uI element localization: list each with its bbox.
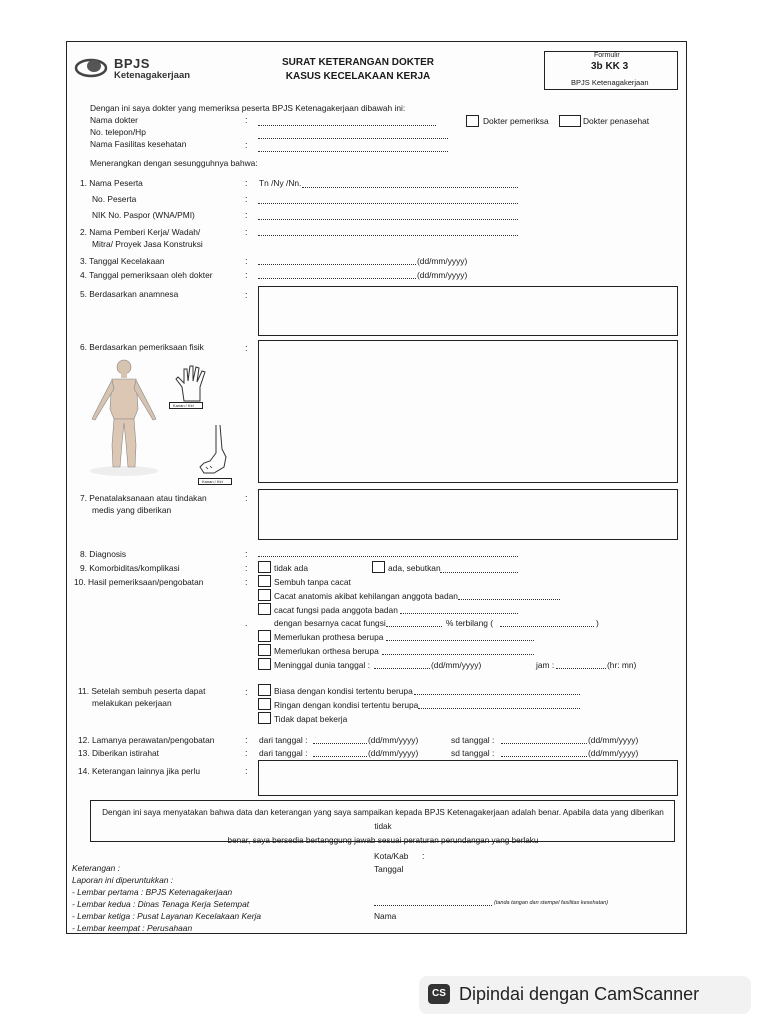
result-recovered-checkbox[interactable] [258, 575, 271, 587]
signature-note: (tanda tangan dan stempel fasilitas kesehatan) [494, 900, 609, 906]
treatment-from-format: (dd/mm/yyyy) [368, 735, 419, 745]
work-unable-label: Tidak dapat bekerja [274, 714, 348, 724]
work-light-label: Ringan dengan kondisi tertentu berupa [274, 700, 419, 710]
examiner-label: Dokter pemeriksa [483, 116, 549, 126]
form-label: Formulir [594, 52, 620, 59]
result-function-checkbox[interactable] [258, 603, 271, 615]
rest-from-format: (dd/mm/yyyy) [368, 748, 419, 758]
declaration-line-1: Dengan ini saya menyatakan bahwa data dan keterangan yang saya sampaikan kepada BPJS Ketenagakerjaan adalah benar. Apabila data yang diberikan tidak [102, 808, 664, 831]
logo-sub-text: Ketenagakerjaan [114, 70, 191, 81]
date-label: Tanggal [374, 864, 404, 874]
result-orthosis-field[interactable] [382, 654, 534, 655]
exam-date-format: (dd/mm/yyyy) [417, 270, 468, 280]
doctor-name-field[interactable] [258, 125, 436, 126]
signature-line[interactable] [374, 905, 492, 906]
city-label: Kota/Kab [374, 851, 409, 861]
comorbidity-none-label: tidak ada [274, 563, 308, 573]
comorbidity-yes-checkbox[interactable] [372, 561, 385, 573]
anamnesis-box[interactable] [258, 286, 678, 336]
work-normal-checkbox[interactable] [258, 684, 271, 696]
treatment-from-label: dari tanggal : [259, 735, 308, 745]
work-ability-label-2: melakukan pekerjaan [92, 698, 172, 708]
result-recovered-label: Sembuh tanpa cacat [274, 577, 351, 587]
phone-label: No. telepon/Hp [90, 127, 146, 137]
accident-date-label: 3. Tanggal Kecelakaan [80, 256, 165, 266]
participant-number-field[interactable] [258, 203, 518, 204]
nik-label: NIK No. Paspor (WNA/PMI) [92, 210, 195, 220]
function-words-close: ) [596, 618, 599, 628]
treatment-from-field[interactable] [313, 743, 367, 744]
bpjs-logo-icon [74, 57, 108, 79]
notes-copy-1: - Lembar pertama : BPJS Ketenagakerjaan [72, 887, 233, 897]
exam-date-field[interactable] [258, 278, 416, 279]
rest-until-format: (dd/mm/yyyy) [588, 748, 639, 758]
page-title: SURAT KETERANGAN DOKTER [281, 57, 435, 68]
employer-label-2: Mitra/ Proyek Jasa Konstruksi [92, 239, 203, 249]
declaration-text [96, 806, 670, 848]
deceased-date-field[interactable] [374, 668, 430, 669]
participant-title-prefix: Tn /Ny /Nn. [259, 178, 302, 188]
diagnosis-label: 8. Diagnosis [80, 549, 127, 559]
camscanner-text: Dipindai dengan CamScanner [459, 984, 700, 1004]
nik-field[interactable] [258, 219, 518, 220]
participant-name-label: 1. Nama Peserta [80, 178, 143, 188]
camscanner-logo-icon: CS [428, 984, 450, 1004]
treatment-duration-label: 12. Lamanya perawatan/pengobatan [78, 735, 215, 745]
hand-diagram-icon [170, 363, 218, 403]
result-function-label: cacat fungsi pada anggota badan [274, 605, 398, 615]
accident-date-format: (dd/mm/yyyy) [417, 256, 468, 266]
rest-until-field[interactable] [501, 756, 587, 757]
result-deceased-checkbox[interactable] [258, 658, 271, 670]
result-deceased-label: Meninggal dunia tanggal : [274, 660, 370, 670]
function-words-label: % terbilang ( [446, 618, 494, 628]
page-subtitle: KASUS KECELAKAAN KERJA [285, 71, 431, 82]
rest-label: 13. Diberikan istirahat [78, 748, 159, 758]
result-anatomic-field[interactable] [458, 599, 560, 600]
declares-text: Menerangkan dengan sesungguhnya bahwa: [90, 158, 258, 168]
advisor-checkbox[interactable] [559, 115, 581, 127]
other-notes-box[interactable] [258, 760, 678, 796]
work-normal-label: Biasa dengan kondisi tertentu berupa [274, 686, 413, 696]
deceased-time-label: jam : [536, 660, 555, 670]
participant-name-field[interactable] [302, 187, 518, 188]
result-function-field[interactable] [400, 613, 518, 614]
deceased-date-format: (dd/mm/yyyy) [431, 660, 482, 670]
deceased-time-format: (hr: mn) [607, 660, 637, 670]
deceased-time-field[interactable] [556, 668, 606, 669]
notes-copy-3: - Lembar ketiga : Pusat Layanan Kecelakaan Kerja [72, 911, 262, 921]
foot-side-label: Kanan / Kiri [202, 479, 223, 484]
function-percent-field[interactable] [386, 626, 442, 627]
rest-from-field[interactable] [313, 756, 367, 757]
result-prosthesis-field[interactable] [386, 640, 534, 641]
facility-field[interactable] [258, 151, 448, 152]
rest-from-label: dari tanggal : [259, 748, 308, 758]
comorbidity-label: 9. Komorbiditas/komplikasi [80, 563, 180, 573]
result-orthosis-checkbox[interactable] [258, 644, 271, 656]
exam-date-label: 4. Tanggal pemeriksaan oleh dokter [80, 270, 213, 280]
function-percent-label: dengan besarnya cacat fungsi [274, 618, 386, 628]
notes-copy-2: - Lembar kedua : Dinas Tenaga Kerja Setempat [72, 899, 250, 909]
notes-heading: Keterangan : [72, 863, 120, 873]
name-label: Nama [374, 911, 397, 921]
examiner-checkbox[interactable] [466, 115, 479, 127]
work-light-field[interactable] [418, 708, 580, 709]
treatment-until-field[interactable] [501, 743, 587, 744]
result-prosthesis-label: Memerlukan prothesa berupa [274, 632, 384, 642]
hand-side-label: Kanan / Kiri [173, 403, 194, 408]
work-ability-label-1: 11. Setelah sembuh peserta dapat [78, 686, 206, 696]
intro-statement: Dengan ini saya dokter yang memeriksa peserta BPJS Ketenagakerjaan dibawah ini: [90, 103, 406, 113]
advisor-label: Dokter penasehat [583, 116, 650, 126]
doctor-name-label: Nama dokter [90, 115, 138, 125]
comorbidity-yes-label: ada, sebutkan [388, 563, 441, 573]
facility-label: Nama Fasilitas kesehatan [90, 139, 187, 149]
result-prosthesis-checkbox[interactable] [258, 630, 271, 642]
employer-field[interactable] [258, 235, 518, 236]
work-unable-checkbox[interactable] [258, 712, 271, 724]
treatment-label-1: 7. Penatalaksanaan atau tindakan [80, 493, 207, 503]
comorbidity-none-checkbox[interactable] [258, 561, 271, 573]
logo-main-text: BPJS [114, 56, 150, 71]
result-anatomic-label: Cacat anatomis akibat kehilangan anggota badan [274, 591, 458, 601]
declaration-line-2: benar, saya bersedia bertanggung jawab sesuai peraturan perundangan yang berlaku [227, 836, 539, 845]
diagnosis-field[interactable] [258, 556, 518, 557]
employer-label-1: 2. Nama Pemberi Kerja/ Wadah/ [80, 227, 201, 237]
accident-date-field[interactable] [258, 264, 416, 265]
notes-copy-4: - Lembar keempat : Perusahaan [72, 923, 193, 933]
form-org: BPJS Ketenagakerjaan [571, 78, 649, 87]
result-label: 10. Hasil pemeriksaan/pengobatan [74, 577, 204, 587]
treatment-until-format: (dd/mm/yyyy) [588, 735, 639, 745]
other-notes-label: 14. Keterangan lainnya jika perlu [78, 766, 200, 776]
result-orthosis-label: Memerlukan orthesa berupa [274, 646, 379, 656]
body-figure-icon [82, 357, 166, 477]
rest-until-label: sd tanggal : [451, 748, 495, 758]
comorbidity-field[interactable] [440, 572, 518, 573]
treatment-box[interactable] [258, 489, 678, 540]
notes-intro: Laporan ini diperuntukkan : [72, 875, 174, 885]
treatment-until-label: sd tanggal : [451, 735, 495, 745]
work-light-checkbox[interactable] [258, 698, 271, 710]
anamnesis-label: 5. Berdasarkan anamnesa [80, 289, 179, 299]
foot-diagram-icon [196, 423, 236, 479]
physical-exam-label: 6. Berdasarkan pemeriksaan fisik [80, 342, 204, 352]
phone-field[interactable] [258, 138, 448, 139]
participant-number-label: No. Peserta [92, 194, 137, 204]
work-normal-field[interactable] [414, 694, 580, 695]
physical-exam-box[interactable] [258, 340, 678, 483]
treatment-label-2: medis yang diberikan [92, 505, 172, 515]
form-code: 3b KK 3 [591, 61, 629, 72]
function-words-field[interactable] [500, 626, 594, 627]
result-anatomic-checkbox[interactable] [258, 589, 271, 601]
